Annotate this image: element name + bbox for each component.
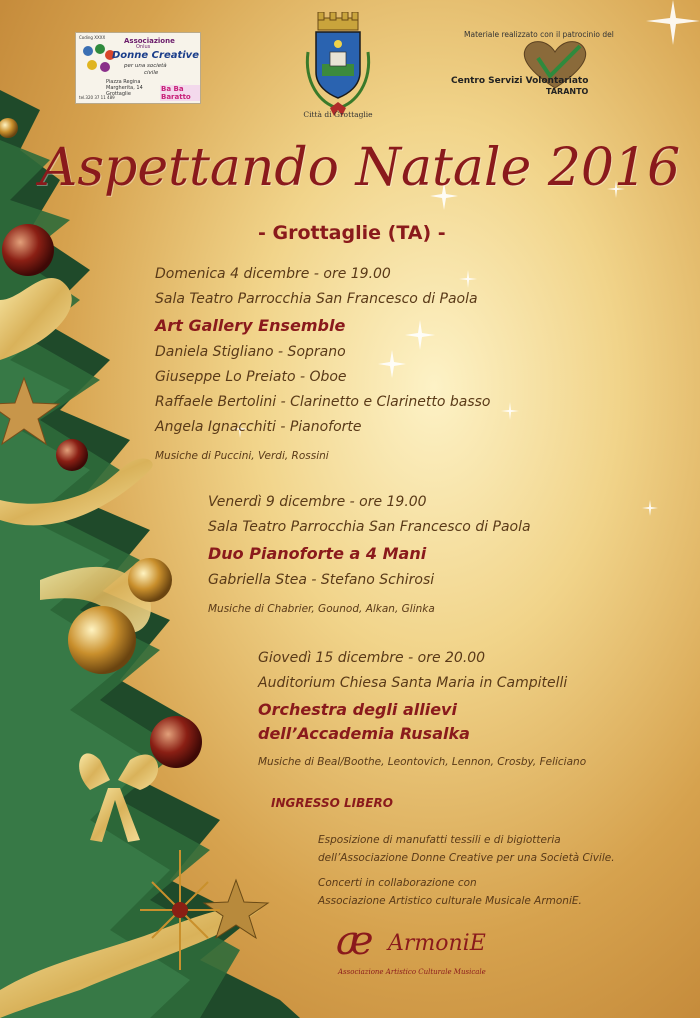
- poster-subtitle: - Grottaglie (TA) -: [258, 222, 446, 244]
- armonie-word: ArmoniE: [388, 931, 486, 956]
- performer: Daniela Stigliano - Soprano: [155, 344, 346, 360]
- event-ensemble-name-line2: dell’Accademia Rusalka: [258, 724, 470, 743]
- performer: Giuseppe Lo Preiato - Oboe: [155, 369, 347, 385]
- performer: Gabriella Stea - Stefano Schirosi: [208, 572, 435, 588]
- event-date: Domenica 4 dicembre - ore 19.00: [155, 266, 391, 282]
- event-ensemble-name: Duo Pianoforte a 4 Mani: [208, 544, 427, 563]
- armonie-tagline: Associazione Artistico Culturale Musicale: [338, 968, 486, 976]
- logo-tiny-text: Coding XXXX: [79, 35, 106, 40]
- event-music: Musiche di Beal/Boothe, Leontovich, Lennon, Crosby, Feliciano: [258, 756, 587, 768]
- group-people-icon: [78, 41, 118, 81]
- event-date: Giovedì 15 dicembre - ore 20.00: [258, 650, 486, 666]
- patron-city: TARANTO: [546, 87, 589, 96]
- event-ensemble-name: Art Gallery Ensemble: [155, 316, 346, 335]
- event-date: Venerdì 9 dicembre - ore 19.00: [208, 494, 427, 510]
- patron-label: Materiale realizzato con il patrocinio del: [464, 30, 614, 39]
- logo-address1: Piazza Regina: [106, 79, 141, 85]
- logo-line1: Associazione: [124, 37, 175, 45]
- crest-caption: Città di Grottaglie: [303, 110, 373, 119]
- city-crest-icon: [300, 12, 376, 120]
- note-line: dell’Associazione Donne Creative per una Società Civile.: [318, 852, 615, 864]
- performer: Angela Ignacchiti - Pianoforte: [155, 419, 362, 435]
- armonie-symbol: æ: [336, 918, 374, 964]
- donne-creative-logo: [75, 32, 201, 104]
- event-music: Musiche di Chabrier, Gounod, Alkan, Glinka: [208, 603, 435, 615]
- event-venue: Sala Teatro Parrocchia San Francesco di Paola: [208, 519, 531, 535]
- performer: Raffaele Bertolini - Clarinetto e Clarinetto basso: [155, 394, 491, 410]
- patron-name: Centro Servizi Volontariato: [451, 76, 589, 86]
- logo-tag2: civile: [144, 70, 159, 76]
- event-ensemble-name-line1: Orchestra degli allievi: [258, 700, 457, 719]
- event-music: Musiche di Puccini, Verdi, Rossini: [155, 450, 329, 462]
- logo-badge: Ba Ba Baratto: [160, 85, 200, 101]
- note-line: Concerti in collaborazione con: [318, 877, 477, 889]
- note-line: Associazione Artistico culturale Musicale ArmoniE.: [318, 895, 582, 907]
- admission-label: INGRESSO LIBERO: [271, 796, 393, 810]
- logo-phone: tel.320 37 11 489: [79, 95, 115, 100]
- logo-tag1: per una società: [124, 63, 167, 69]
- logo-name: Donne Creative: [112, 50, 199, 61]
- event-venue: Sala Teatro Parrocchia San Francesco di Paola: [155, 291, 478, 307]
- logo-address2: Margherita, 14: [106, 85, 143, 91]
- event-venue: Auditorium Chiesa Santa Maria in Campitelli: [258, 675, 568, 691]
- poster-title: Aspettando Natale 2016: [39, 138, 681, 198]
- logo-address3: Grottaglie: [106, 91, 131, 97]
- note-line: Esposizione di manufatti tessili e di bigiotteria: [318, 834, 561, 846]
- logo-line2: Onlus: [136, 44, 151, 50]
